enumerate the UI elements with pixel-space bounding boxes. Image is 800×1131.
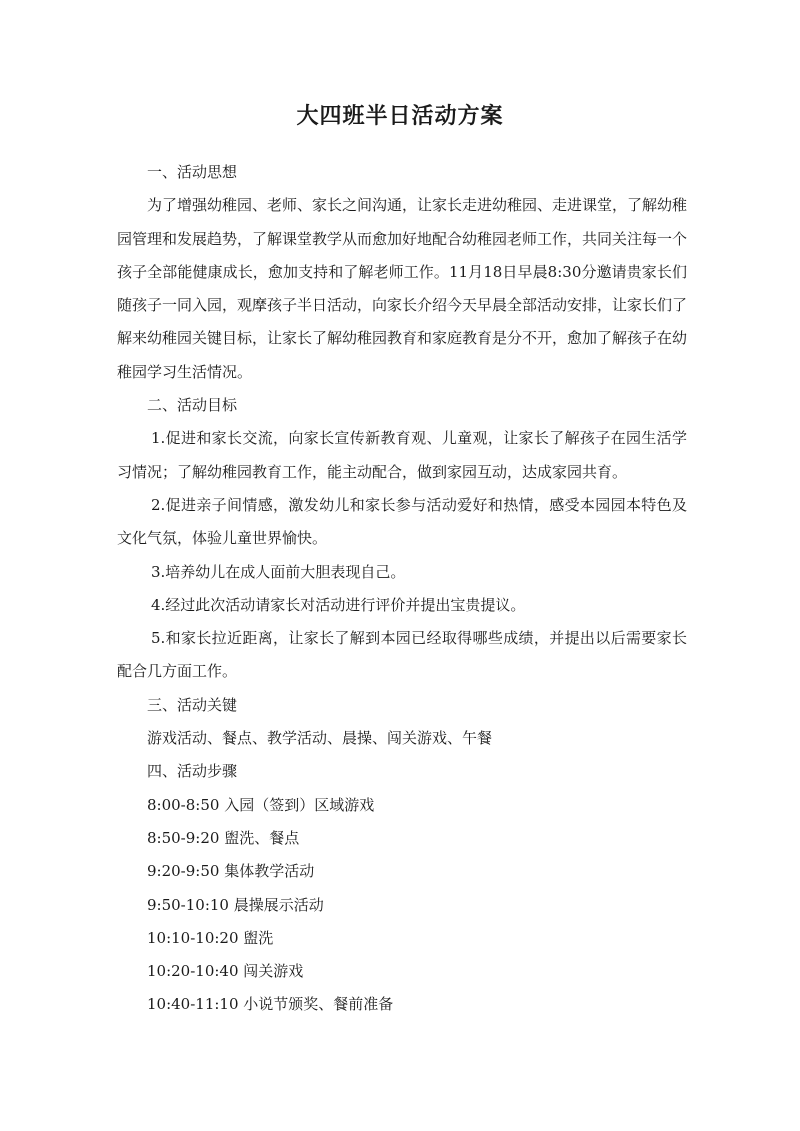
goal-item: 4.经过此次活动请家长对活动进行评价并提出宝贵提议。 <box>151 595 526 614</box>
document-body <box>117 156 687 1022</box>
schedule-item: 8:00-8:50 入园（签到）区域游戏 <box>147 795 375 814</box>
section-heading-ideas: 一、活动思想 <box>147 163 238 181</box>
schedule-item: 10:20-10:40 闯关游戏 <box>147 962 304 981</box>
section-heading-goals: 二、活动目标 <box>147 396 238 415</box>
key-points-text: 游戏活动、餐点、教学活动、晨操、闯关游戏、午餐 <box>147 729 493 748</box>
schedule-item: 10:40-11:10 小说节颁奖、餐前准备 <box>147 995 394 1014</box>
section-paragraph-ideas: 为了增强幼稚园、老师、家长之间沟通，让家长走进幼稚园、走进课堂，了解幼稚园管理和发展趋势，了解课堂教学从而愈加好地配合幼稚园老师工作，共同关注每一个孩子全部能健康成长，愈加支持和了解老师工作。11月18日早晨8:30分邀请贵家长们随孩子一同入园，观摩孩子半日活动，向家长介绍今天早晨全部活动安排，让家长们了解来幼稚园关键目标，让家长了解幼稚园教育和家庭教育是分不开，愈加了解孩子在幼稚园学习生活情况。 <box>117 196 688 381</box>
goal-item: 5.和家长拉近距离，让家长了解到本园已经取得哪些成绩，并提出以后需要家长配合几方面工作。 <box>117 629 687 681</box>
document-title: 大四班半日活动方案 <box>296 104 504 129</box>
schedule-item: 8:50-9:20 盥洗、餐点 <box>147 828 300 847</box>
goal-item: 1.促进和家长交流，向家长宣传新教育观、儿童观，让家长了解孩子在园生活学习情况；了解幼稚园教育工作，能主动配合，做到家园互动，达成家园共育。 <box>117 429 687 481</box>
section-heading-steps: 四、活动步骤 <box>147 762 238 781</box>
schedule-item: 9:20-9:50 集体教学活动 <box>147 862 315 881</box>
schedule-item: 9:50-10:10 晨操展示活动 <box>147 895 324 914</box>
goal-item: 3.培养幼儿在成人面前大胆表现自己。 <box>151 562 406 581</box>
goal-item: 2.促进亲子间情感，激发幼儿和家长参与活动爱好和热情，感受本园园本特色及文化气氛，体验儿童世界愉快。 <box>117 495 687 548</box>
section-heading-key-points: 三、活动关键 <box>147 695 238 714</box>
schedule-item: 10:10-10:20 盥洗 <box>147 928 274 947</box>
